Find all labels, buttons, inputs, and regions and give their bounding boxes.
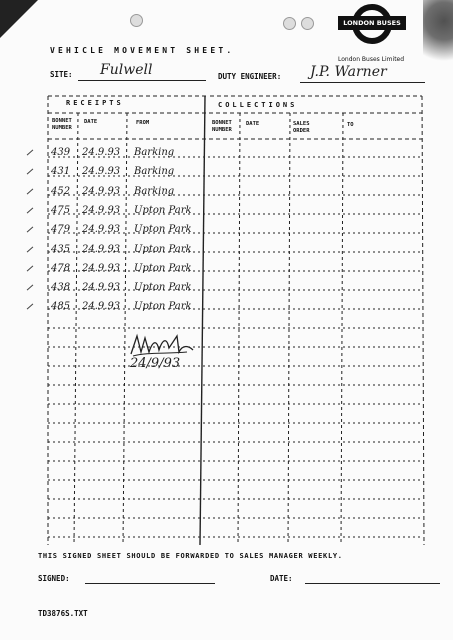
receipt-date: 24.9.93 — [82, 204, 121, 216]
duty-engineer-label: DUTY ENGINEER: — [218, 72, 282, 81]
collections-heading: COLLECTIONS — [218, 101, 298, 109]
receipt-date: 24.9.93 — [82, 243, 121, 255]
collections-to-header: TO — [347, 122, 354, 128]
grid-line — [422, 96, 424, 545]
receipt-bonnet-number: 485 — [51, 301, 71, 313]
london-buses-logo: LONDON BUSES — [338, 4, 416, 44]
receipt-bonnet-number: 479 — [51, 224, 71, 236]
receipt-bonnet-number: 478 — [51, 262, 71, 274]
forwarding-notice: THIS SIGNED SHEET SHOULD BE FORWARDED TO SALES MANAGER WEEKLY. — [38, 552, 343, 560]
duty-engineer-value: J.P. Warner — [310, 64, 387, 80]
receipt-bonnet-number: 475 — [51, 204, 71, 216]
receipts-date-header: DATE — [84, 119, 98, 125]
signed-line — [85, 583, 215, 584]
date-line — [305, 583, 440, 584]
receipt-from: Barking — [134, 147, 175, 158]
receipt-from: Upton Park — [134, 243, 192, 255]
receipt-bonnet-number: 438 — [51, 282, 71, 294]
receipts-from-header: FROM — [136, 120, 150, 126]
site-label: SITE: — [50, 70, 73, 79]
receipt-bonnet-number: 439 — [51, 147, 71, 158]
collections-date-header: DATE — [246, 121, 260, 127]
receipt-bonnet-number: 431 — [51, 166, 71, 178]
grid-line — [341, 113, 343, 545]
collections-sales-order-header: SALES ORDER — [293, 121, 310, 134]
receipt-date: 24.9.93 — [82, 224, 121, 236]
receipt-date: 24.9.93 — [82, 185, 121, 197]
receipt-date: 24.9.93 — [82, 301, 121, 313]
receipts-bonnet-number-header: BONNET NUMBER — [52, 118, 72, 131]
receipt-from: Upton Park — [134, 204, 192, 216]
site-value: Fulwell — [100, 62, 153, 78]
receipt-date: 24.9.93 — [82, 262, 121, 274]
receipt-bonnet-number: 452 — [51, 185, 71, 197]
collections-bonnet-number-header: BONNET NUMBER — [212, 120, 232, 133]
receipt-from: Upton Park — [134, 301, 192, 313]
receipts-heading: RECEIPTS — [66, 99, 124, 107]
receipt-date: 24.9.93 — [82, 282, 121, 294]
date-label: DATE: — [270, 574, 293, 583]
receipt-from: Upton Park — [134, 224, 192, 236]
signature-date: 24/9/93 — [130, 356, 181, 371]
receipt-bonnet-number: 435 — [51, 243, 71, 255]
receipt-from: Barking — [134, 185, 175, 197]
receipt-from: Barking — [134, 166, 175, 178]
file-reference: TD3876S.TXT — [38, 609, 88, 618]
form-title: VEHICLE MOVEMENT SHEET. — [50, 46, 235, 55]
receipt-date: 24.9.93 — [82, 166, 121, 178]
signed-label: SIGNED: — [38, 574, 70, 583]
company-name: London Buses Limited — [338, 56, 405, 63]
receipt-from: Upton Park — [134, 262, 192, 274]
grid-line — [200, 96, 205, 545]
receipt-date: 24.9.93 — [82, 147, 121, 158]
receipt-from: Upton Park — [134, 282, 192, 294]
